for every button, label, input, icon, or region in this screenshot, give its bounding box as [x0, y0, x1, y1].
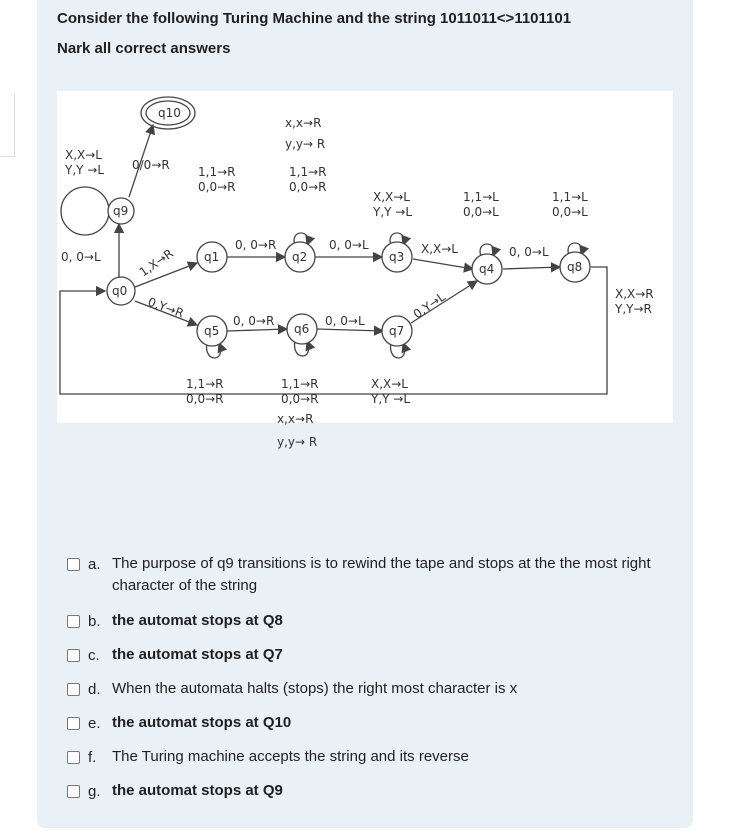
label-q3-q4: X,X→L	[421, 242, 458, 256]
q9-self-loop	[61, 187, 109, 235]
option-b-checkbox[interactable]	[67, 615, 80, 628]
option-b-letter: b.	[88, 613, 101, 630]
option-g-checkbox[interactable]	[67, 785, 80, 798]
state-label-q0: q0	[112, 284, 128, 298]
state-label-q1: q1	[204, 250, 220, 264]
state-label-q7: q7	[389, 324, 405, 338]
question-instruction: Nark all correct answers	[57, 40, 231, 57]
option-g-letter: g.	[88, 783, 101, 800]
edge-q8-q0-return	[60, 267, 607, 394]
label-q0-q9: 0, 0→L	[61, 250, 101, 264]
edge-q5-q6	[227, 329, 287, 331]
state-label-q3: q3	[389, 250, 405, 264]
label-q2-top-2: y,y→ R	[285, 137, 326, 151]
option-c-text: the automat stops at Q7	[112, 646, 283, 663]
label-q7-q4: 0,Y→L	[410, 289, 448, 322]
label-q8-top-2: 0,0→L	[552, 205, 588, 219]
label-q9-q10: 0/0→R	[132, 158, 170, 172]
edge-q3-q4	[413, 259, 473, 269]
label-q5-bottom-2: 0,0→R	[186, 392, 224, 406]
option-e-checkbox[interactable]	[67, 717, 80, 730]
label-q9-loop-1: X,X→L	[65, 148, 102, 162]
label-q2-q3: 0, 0→L	[329, 238, 369, 252]
edge-q6-q7	[317, 329, 383, 331]
option-c[interactable]	[67, 647, 652, 666]
option-d-checkbox[interactable]	[67, 683, 80, 696]
option-b[interactable]	[67, 613, 652, 632]
label-q3-top-2: Y,Y →L	[373, 205, 413, 219]
question-title: Consider the following Turing Machine and the string 1011011<>1101101	[57, 10, 572, 27]
label-q2-top2-2: 0,0→R	[289, 180, 327, 194]
label-q7-bottom-1: X,X→L	[371, 377, 408, 391]
state-label-q6: q6	[294, 322, 310, 336]
label-q6-bottom-3-overflow: x,x→R	[277, 412, 314, 426]
label-q1-q2: 0, 0→R	[235, 238, 277, 252]
option-a-letter: a.	[88, 556, 101, 573]
label-q6-bottom-4-overflow: y,y→ R	[277, 435, 318, 449]
label-q0-q1: 1,X→R	[136, 246, 176, 280]
option-e[interactable]	[67, 715, 652, 734]
option-d-letter: d.	[88, 681, 101, 698]
option-b-text: the automat stops at Q8	[112, 612, 283, 629]
label-q2-top-1: x,x→R	[285, 116, 322, 130]
side-divider	[0, 94, 15, 157]
option-g[interactable]	[67, 783, 652, 802]
state-label-q9: q9	[113, 204, 129, 218]
label-q8-top-1: 1,1→L	[552, 190, 588, 204]
label-q6-bottom-2: 0,0→R	[281, 392, 319, 406]
state-label-q8: q8	[567, 260, 583, 274]
label-q6-bottom-1: 1,1→R	[281, 377, 319, 391]
label-q4-top-2: 0,0→L	[463, 205, 499, 219]
label-q1-top-1: 1,1→R	[198, 165, 236, 179]
label-q4-q8: 0, 0→L	[509, 245, 549, 259]
option-d-text: When the automata halts (stops) the right most character is x	[112, 680, 518, 697]
label-q2-top2-1: 1,1→R	[289, 165, 327, 179]
turing-machine-diagram	[57, 91, 673, 423]
label-q7-bottom-2: Y,Y →L	[371, 392, 411, 406]
label-q9-loop-2: Y,Y →L	[65, 163, 105, 177]
option-f-text: The Turing machine accepts the string and its reverse	[112, 748, 469, 765]
option-a[interactable]	[67, 556, 652, 597]
option-c-letter: c.	[88, 647, 100, 664]
state-label-q4: q4	[479, 262, 495, 276]
state-label-q2: q2	[292, 250, 308, 264]
state-label-q10: q10	[158, 106, 181, 120]
state-label-q5: q5	[204, 324, 220, 338]
label-q5-bottom-1: 1,1→R	[186, 377, 224, 391]
option-a-text: The purpose of q9 transitions is to rewind the tape and stops at the the most right character of the string	[112, 555, 651, 594]
option-a-checkbox[interactable]	[67, 558, 80, 571]
label-q1-top-2: 0,0→R	[198, 180, 236, 194]
label-q6-q7: 0, 0→L	[325, 314, 365, 328]
option-c-checkbox[interactable]	[67, 649, 80, 662]
option-f-letter: f.	[88, 749, 97, 766]
label-q5-q6: 0, 0→R	[233, 314, 275, 328]
label-q8-right-2: Y,Y→R	[615, 302, 652, 316]
option-e-text: the automat stops at Q10	[112, 714, 292, 731]
label-q0-q5: 0,Y→R	[145, 294, 186, 321]
label-q3-top-1: X,X→L	[373, 190, 410, 204]
option-g-text: the automat stops at Q9	[112, 782, 283, 799]
edge-q4-q8	[503, 267, 560, 269]
label-q8-right-1: X,X→R	[615, 287, 654, 301]
state-diagram-svg	[57, 91, 673, 423]
label-q4-top-1: 1,1→L	[463, 190, 499, 204]
option-f-checkbox[interactable]	[67, 751, 80, 764]
option-d[interactable]	[67, 681, 652, 700]
option-e-letter: e.	[88, 715, 101, 732]
option-f[interactable]	[67, 749, 652, 768]
